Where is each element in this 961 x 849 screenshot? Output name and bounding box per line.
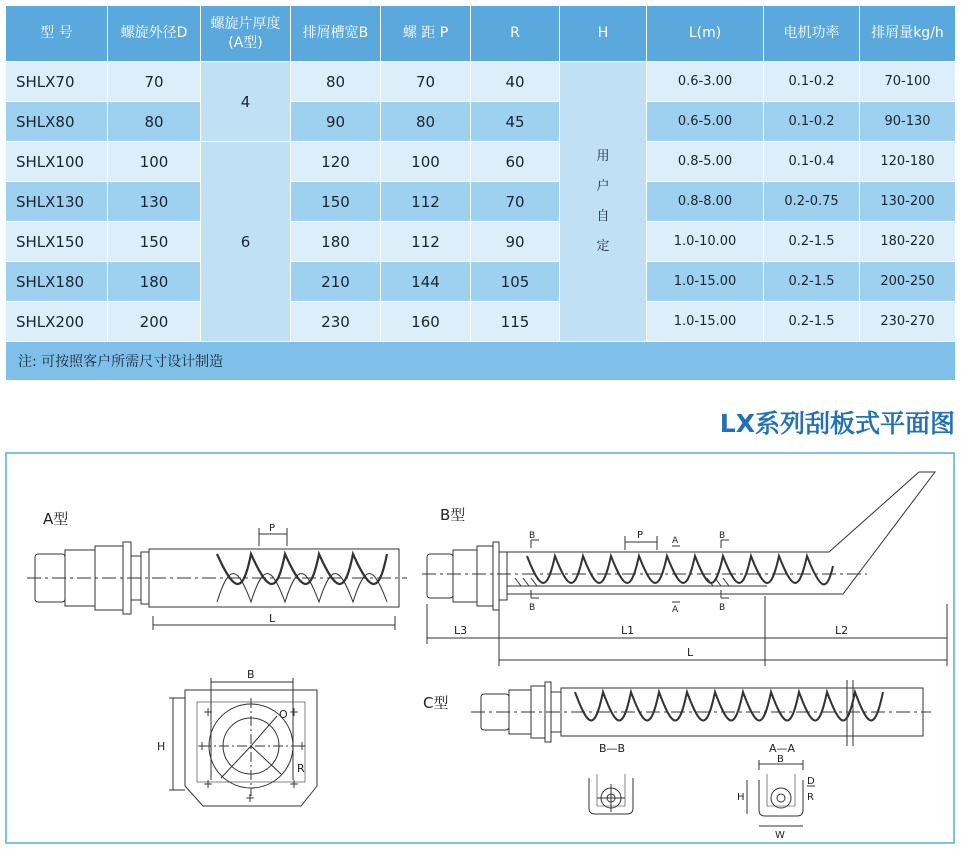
dim-w-aa: W	[775, 830, 785, 841]
cell-capacity: 70-100	[860, 62, 956, 102]
cell-diameter: 200	[108, 302, 201, 342]
mark-b-bottom-2: B	[719, 603, 726, 613]
cell-diameter: 80	[108, 102, 201, 142]
cell-r: 40	[471, 62, 560, 102]
dim-o-a: O	[279, 708, 288, 721]
cell-length: 0.8-8.00	[647, 182, 764, 222]
dim-l-a: L	[269, 612, 276, 625]
cell-model: SHLX70	[6, 62, 108, 102]
col-groove-width: 排屑槽宽B	[291, 6, 381, 62]
svg-text:+: +	[289, 777, 300, 791]
table-row	[6, 182, 956, 222]
cell-capacity: 230-270	[860, 302, 956, 342]
cell-length: 0.6-3.00	[647, 62, 764, 102]
cell-model: SHLX80	[6, 102, 108, 142]
svg-text:+: +	[297, 739, 308, 753]
cell-pitch: 80	[381, 102, 471, 142]
cell-pitch: 70	[381, 62, 471, 102]
cell-thickness-a: 4	[201, 62, 291, 142]
cell-model: SHLX200	[6, 302, 108, 342]
cell-pitch: 100	[381, 142, 471, 182]
dim-r-aa: R	[807, 792, 814, 803]
cell-power: 0.2-0.75	[764, 182, 860, 222]
cell-r: 115	[471, 302, 560, 342]
table-row	[6, 62, 956, 102]
section-bb-label: B—B	[599, 742, 626, 755]
section-aa-label: A—A	[769, 742, 796, 755]
cell-length: 1.0-15.00	[647, 302, 764, 342]
col-thickness: 螺旋片厚度 (A型)	[201, 6, 291, 62]
cell-diameter: 70	[108, 62, 201, 102]
cell-h-user-defined: 用 户 自 定	[560, 62, 647, 342]
cell-groove: 80	[291, 62, 381, 102]
section-aa	[747, 760, 815, 826]
mark-b-top-1: B	[529, 531, 536, 541]
svg-text:+: +	[197, 739, 208, 753]
cell-capacity: 90-130	[860, 102, 956, 142]
cell-length: 1.0-10.00	[647, 222, 764, 262]
cell-r: 70	[471, 182, 560, 222]
cell-diameter: 150	[108, 222, 201, 262]
mark-b-top-2: B	[719, 531, 726, 541]
cell-pitch: 144	[381, 262, 471, 302]
col-h: H	[560, 6, 647, 62]
dim-l-b: L	[687, 646, 694, 659]
svg-text:+: +	[289, 705, 300, 719]
cell-model: SHLX130	[6, 182, 108, 222]
cell-groove: 120	[291, 142, 381, 182]
cell-groove: 150	[291, 182, 381, 222]
cell-r: 105	[471, 262, 560, 302]
cell-model: SHLX180	[6, 262, 108, 302]
table-row	[6, 302, 956, 342]
cell-power: 0.2-1.5	[764, 302, 860, 342]
cell-power: 0.1-0.2	[764, 102, 860, 142]
dim-l2: L2	[835, 624, 849, 637]
cell-pitch: 112	[381, 222, 471, 262]
dim-h-aa: H	[737, 792, 745, 803]
table-row	[6, 142, 956, 182]
dim-b-a: B	[247, 668, 255, 681]
cell-thickness-b: 6	[201, 142, 291, 342]
section-bb	[589, 774, 633, 814]
type-b-label: B型	[440, 506, 466, 524]
technical-drawing	[7, 454, 953, 842]
cell-power: 0.2-1.5	[764, 262, 860, 302]
cell-model: SHLX100	[6, 142, 108, 182]
cell-length: 0.8-5.00	[647, 142, 764, 182]
col-diameter: 螺旋外径D	[108, 6, 201, 62]
header-row	[6, 6, 956, 62]
col-pitch: 螺 距 P	[381, 6, 471, 62]
cell-r: 45	[471, 102, 560, 142]
type-c-view	[471, 680, 931, 746]
col-length: L(m)	[647, 6, 764, 62]
svg-text:+: +	[203, 705, 214, 719]
cell-capacity: 200-250	[860, 262, 956, 302]
col-capacity: 排屑量kg/h	[860, 6, 956, 62]
dim-r-a: R	[297, 762, 305, 775]
table-row	[6, 262, 956, 302]
svg-text:+: +	[203, 777, 214, 791]
col-power: 电机功率	[764, 6, 860, 62]
type-a-side-view	[27, 528, 407, 630]
mark-b-bottom-1: B	[529, 603, 536, 613]
dim-p-a: P	[269, 523, 276, 534]
table-note: 注: 可按照客户所需尺寸设计制造	[6, 342, 956, 381]
type-c-label: C型	[423, 694, 449, 712]
dim-p-b: P	[637, 530, 644, 541]
dim-l3: L3	[454, 624, 468, 637]
cell-r: 60	[471, 142, 560, 182]
cell-length: 1.0-15.00	[647, 262, 764, 302]
dim-b-aa: B	[777, 754, 784, 765]
section-heading: LX系列刮板式平面图	[719, 409, 955, 438]
table-row	[6, 102, 956, 142]
col-r: R	[471, 6, 560, 62]
type-a-label: A型	[43, 510, 69, 528]
cell-diameter: 180	[108, 262, 201, 302]
dim-d-aa: D	[807, 776, 815, 787]
cell-diameter: 100	[108, 142, 201, 182]
cell-capacity: 120-180	[860, 142, 956, 182]
cell-capacity: 130-200	[860, 182, 956, 222]
cell-groove: 180	[291, 222, 381, 262]
cell-power: 0.2-1.5	[764, 222, 860, 262]
cell-diameter: 130	[108, 182, 201, 222]
mark-a-bottom: A	[672, 605, 679, 615]
note-row	[6, 342, 956, 381]
cell-model: SHLX150	[6, 222, 108, 262]
table-row	[6, 222, 956, 262]
cell-power: 0.1-0.2	[764, 62, 860, 102]
cell-capacity: 180-220	[860, 222, 956, 262]
dim-h-a: H	[157, 740, 166, 753]
cell-groove: 210	[291, 262, 381, 302]
cell-length: 0.6-5.00	[647, 102, 764, 142]
cell-r: 90	[471, 222, 560, 262]
type-b-view	[422, 472, 947, 666]
svg-text:+: +	[245, 791, 256, 805]
dim-l1: L1	[621, 624, 635, 637]
mark-a-top: A	[672, 536, 679, 546]
cell-groove: 90	[291, 102, 381, 142]
cell-pitch: 112	[381, 182, 471, 222]
spec-table	[5, 5, 956, 381]
cell-power: 0.1-0.4	[764, 142, 860, 182]
cell-groove: 230	[291, 302, 381, 342]
drawing-panel	[5, 452, 955, 844]
col-model: 型 号	[6, 6, 108, 62]
cell-pitch: 160	[381, 302, 471, 342]
